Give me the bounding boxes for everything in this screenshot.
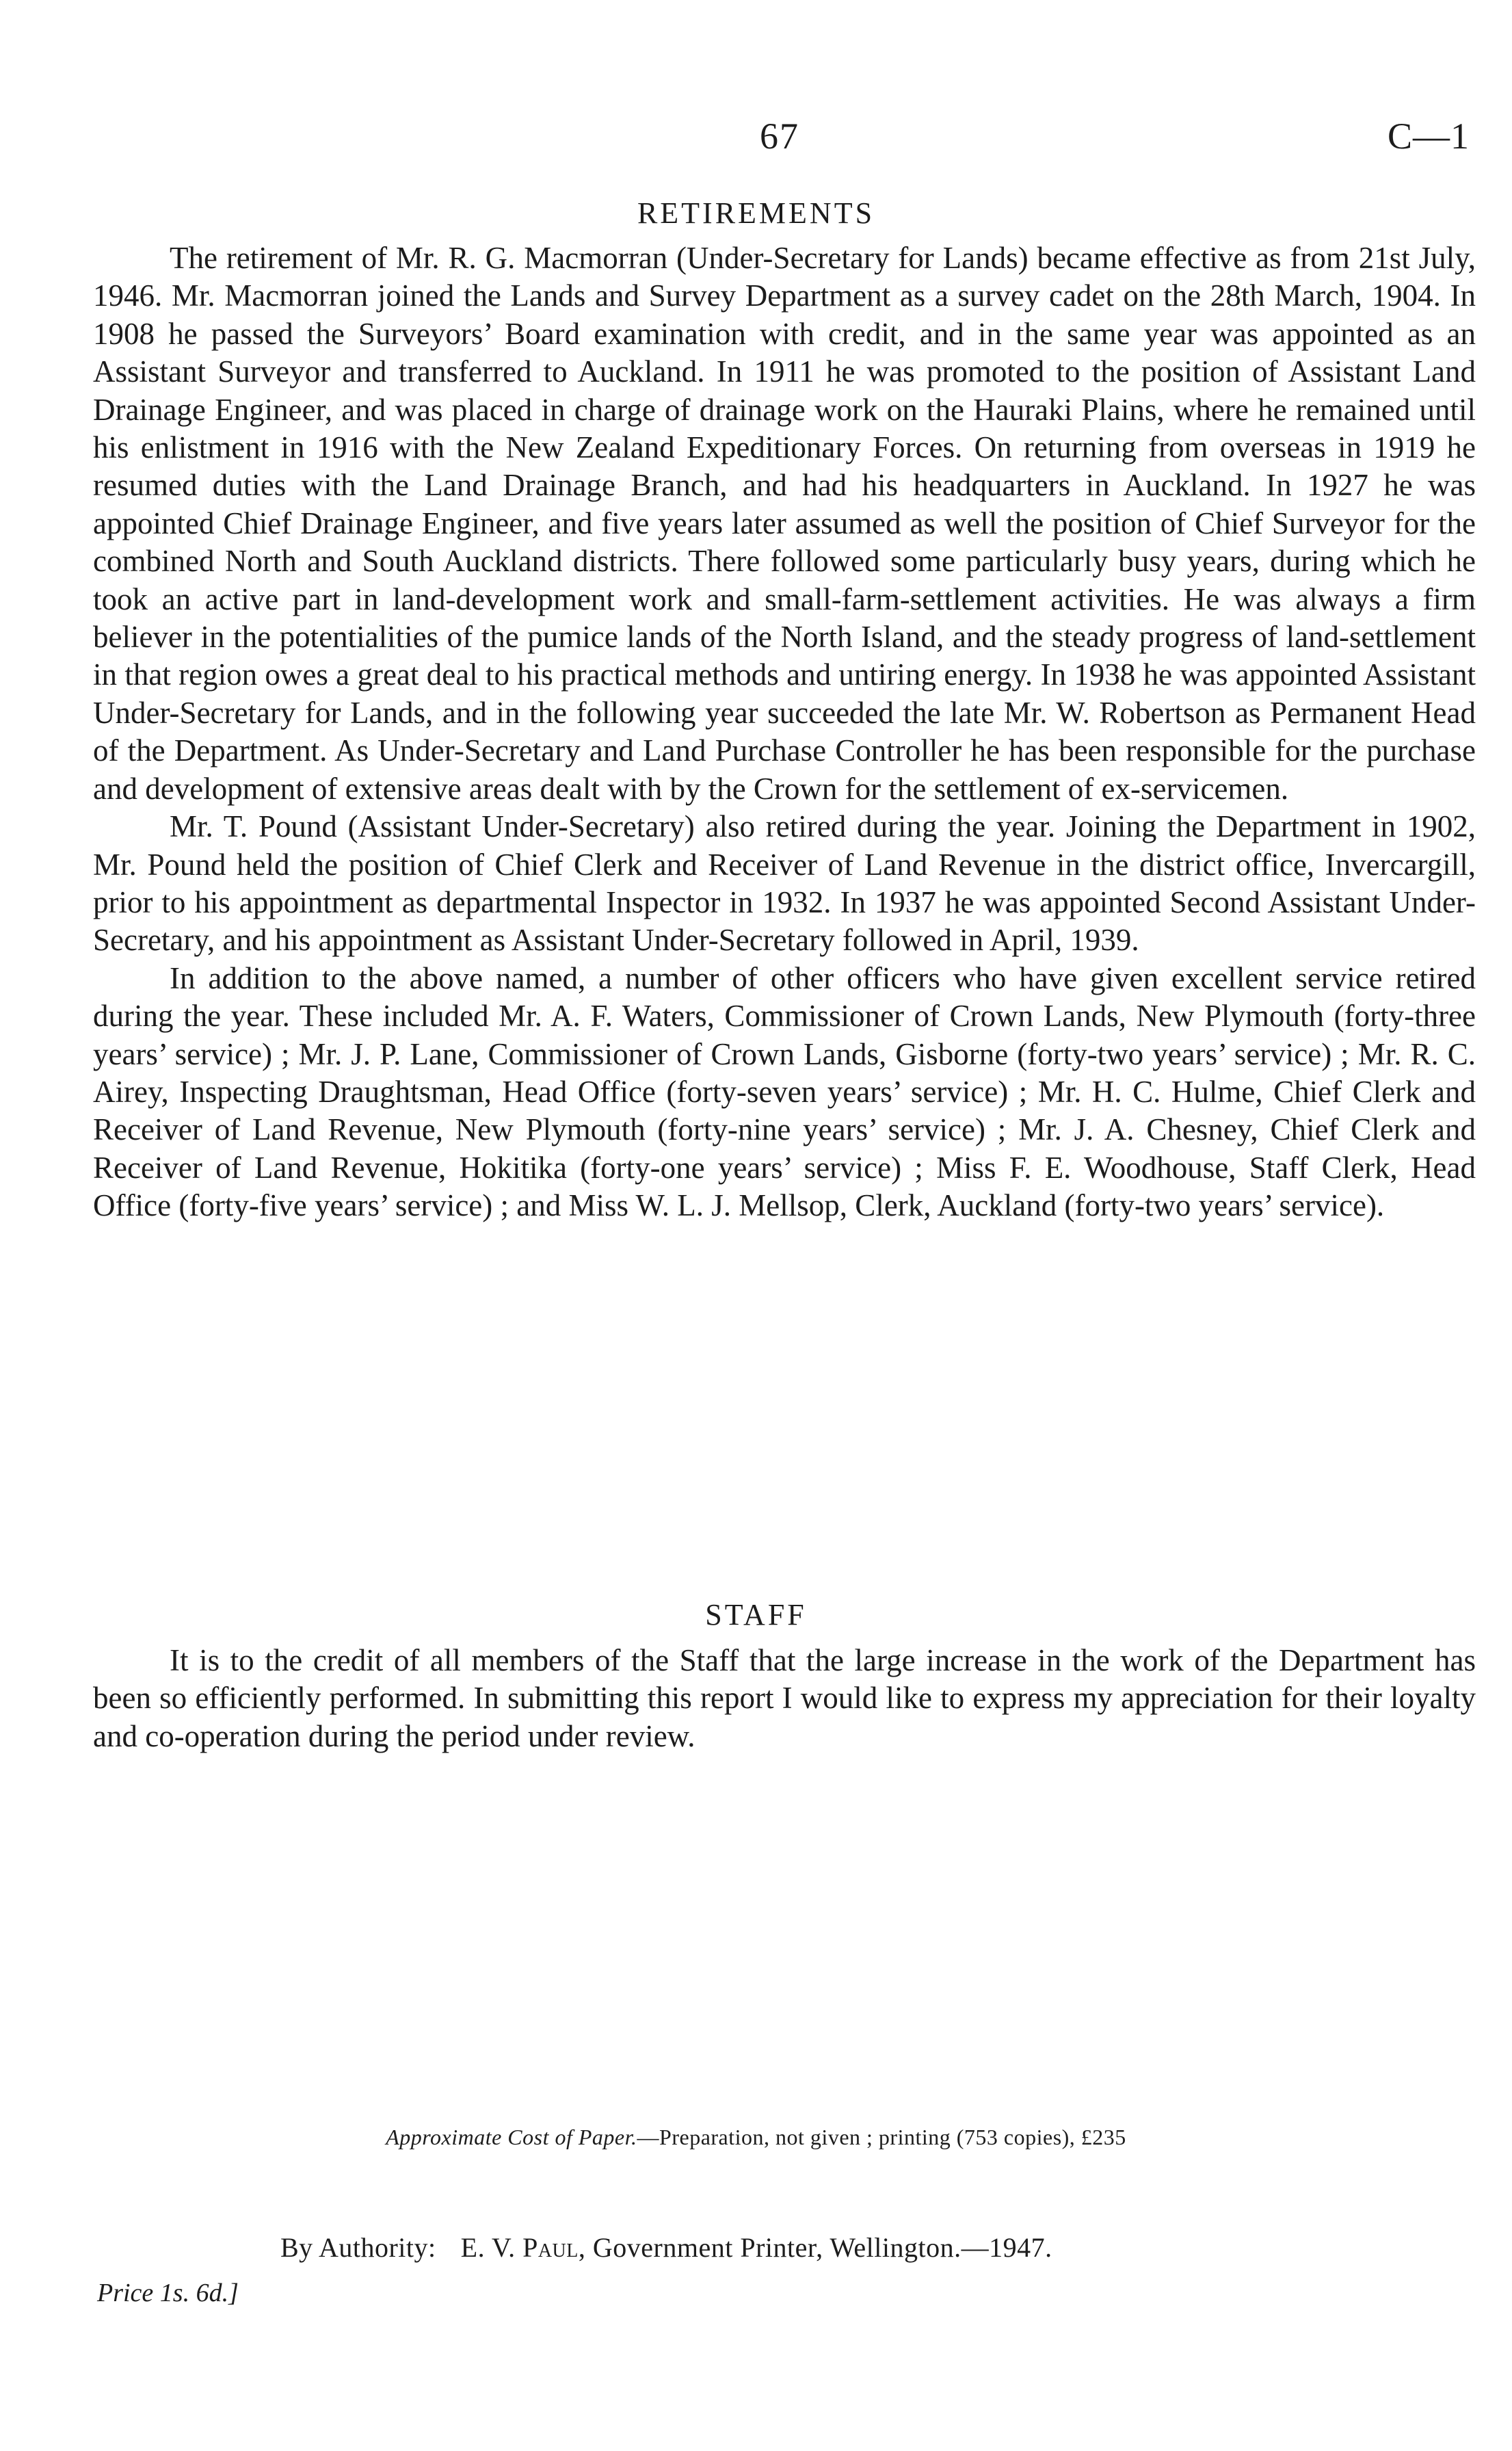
staff-paragraph: It is to the credit of all members of the Staff that the large increase in the work of the Department has been so efficiently performed. In submitting this report I would like to express my appreciation for their loyalty and co-operation during the period under review. <box>93 1643 1476 1753</box>
retirements-heading: RETIREMENTS <box>637 196 875 230</box>
authority-prefix: By Authority: <box>280 2232 436 2263</box>
printer-surname: Paul <box>522 2232 579 2263</box>
printer-title: , Government Printer, Wellington.—1947. <box>578 2232 1052 2263</box>
staff-heading: STAFF <box>705 1598 807 1631</box>
paper-code: C—1 <box>1387 116 1470 157</box>
staff-body <box>93 1642 1476 1755</box>
retirements-paragraph-macmorran: The retirement of Mr. R. G. Macmorran (Under-Secretary for Lands) became effective as from 21st July, 1946. Mr. Macmorran joined the Lands and Survey Department as a survey cadet on the 28th March, 1904. In 1908 he passed the Surveyors’ Board examination with credit, and in the same year was appointed as an Assistant Surveyor and transferred to Auckland. In 1911 he was promoted to the position of Assistant Land Drainage Engineer, and was placed in charge of drainage work on the Hauraki Plains, where he remained until his enlistment in 1916 with the New Zealand Expeditionary Forces. On returning from overseas in 1919 he resumed duties with the Land Drainage Branch, and had his headquarters in Auckland. In 1927 he was appointed Chief Drainage Engineer, and five years later assumed as well the position of Chief Surveyor for the combined North and South Auckland districts. There followed some particularly busy years, during which he took an active part in land-development work and small-farm-settlement activities. He was always a firm believer in the potentialities of the pumice lands of the North Island, and the steady progress of land-settlement in that region owes a great deal to his practical methods and untiring energy. In 1938 he was appointed Assistant Under-Secretary for Lands, and in the following year succeeded the late Mr. W. Robertson as Permanent Head of the Department. As Under-Secretary and Land Purchase Controller he has been responsible for the purchase and development of extensive areas dealt with by the Crown for the settlement of ex-servicemen. <box>93 241 1476 806</box>
printer-initials: E. V. <box>460 2232 516 2263</box>
authority-line <box>280 2231 1375 2264</box>
retirements-paragraph-others: In addition to the above named, a number of other officers who have given excellent service retired during the year. These included Mr. A. F. Waters, Commissioner of Crown Lands, New Plymouth (forty-three years’ service) ; Mr. J. P. Lane, Commissioner of Crown Lands, Gisborne (forty-two years’ service) ; Mr. R. C. Airey, Inspecting Draughtsman, Head Office (forty-seven years’ service) ; Mr. H. C. Hulme, Chief Clerk and Receiver of Land Revenue, New Plymouth (forty-nine years’ service) ; Mr. J. A. Chesney, Chief Clerk and Receiver of Land Revenue, Hokitika (forty-one years’ service) ; Miss F. E. Woodhouse, Staff Clerk, Head Office (forty-five years’ service) ; and Miss W. L. J. Mellsop, Clerk, Auckland (forty-two years’ service). <box>93 960 1476 1223</box>
page-number: 67 <box>760 116 799 157</box>
price-line: Price 1s. 6d.] <box>97 2279 239 2307</box>
cost-detail: —Preparation, not given ; printing (753 copies), £235 <box>637 2125 1126 2149</box>
cost-label: Approximate Cost of Paper. <box>386 2125 637 2149</box>
retirements-paragraph-pound: Mr. T. Pound (Assistant Under-Secretary) also retired during the year. Joining the Department in 1902, Mr. Pound held the position of Chief Clerk and Receiver of Land Revenue in the district office, Invercargill, prior to his appointment as departmental Inspector in 1932. In 1937 he was appointed Second Assistant Under-Secretary, and his appointment as Assistant Under-Secretary followed in April, 1939. <box>93 809 1476 958</box>
retirements-body <box>93 239 1476 1225</box>
cost-of-paper-line <box>0 2125 1512 2150</box>
